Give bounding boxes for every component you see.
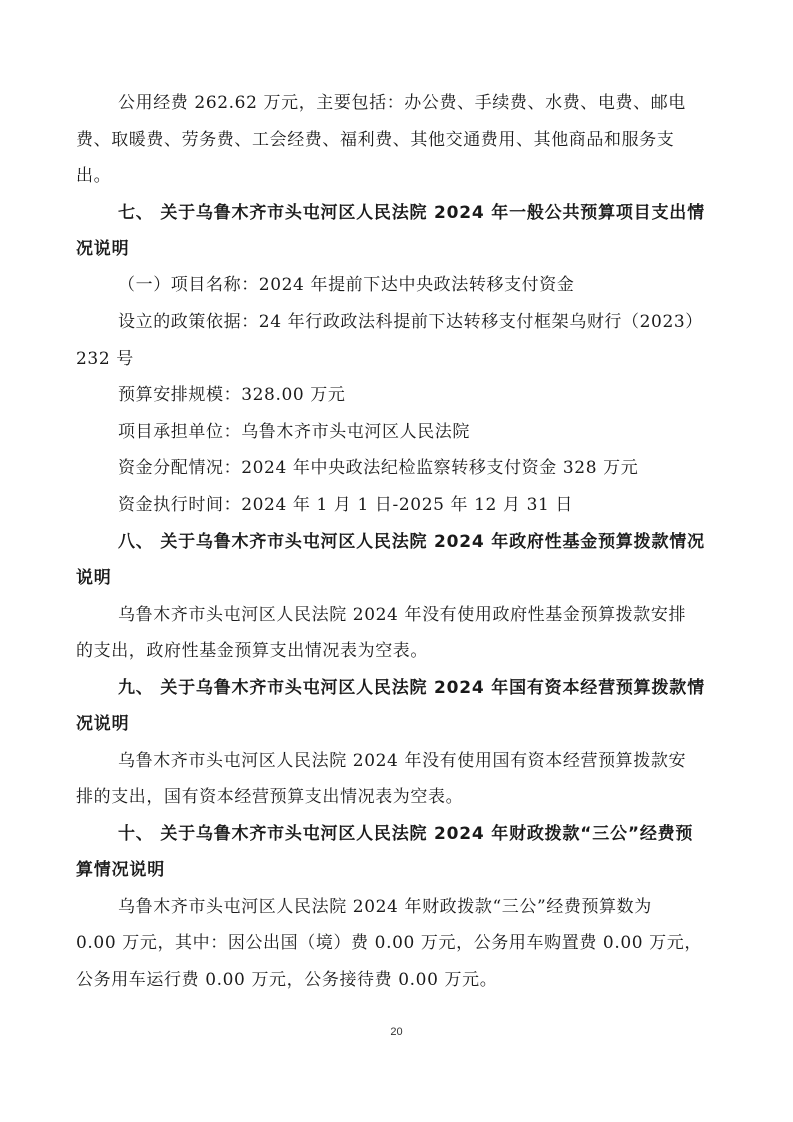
project-undertaker: 项目承担单位：乌鲁木齐市头屯河区人民法院	[118, 422, 470, 442]
section-8-body-line-1: 乌鲁木齐市头屯河区人民法院 2024 年没有使用政府性基金预算拨款安排	[118, 605, 687, 625]
section-10-body-line-1: 乌鲁木齐市头屯河区人民法院 2024 年财政拨款“三公”经费预算数为	[118, 897, 652, 917]
budget-scale: 预算安排规模：328.00 万元	[118, 385, 346, 405]
heading-section-10-line-1: 十、 关于乌鲁木齐市头屯河区人民法院 2024 年财政拨款“三公”经费预	[118, 824, 694, 844]
project-name: （一）项目名称：2024 年提前下达中央政法转移支付资金	[118, 275, 575, 295]
heading-section-7-line-1: 七、 关于乌鲁木齐市头屯河区人民法院 2024 年一般公共预算项目支出情	[118, 203, 705, 223]
section-8-body-line-2: 的支出，政府性基金预算支出情况表为空表。	[76, 641, 428, 661]
heading-section-7-line-2: 况说明	[76, 239, 130, 259]
paragraph-public-funds-line-3: 出。	[76, 166, 112, 186]
heading-section-8-line-2: 说明	[76, 568, 112, 588]
heading-section-10-line-2: 算情况说明	[76, 860, 165, 880]
section-10-body-line-3: 公务用车运行费 0.00 万元，公务接待费 0.00 万元。	[76, 970, 498, 990]
policy-basis-line-2: 232 号	[76, 349, 134, 369]
page-number: 20	[390, 1026, 403, 1038]
paragraph-public-funds-line-1: 公用经费 262.62 万元，主要包括：办公费、手续费、水费、电费、邮电	[118, 93, 686, 113]
heading-section-8-line-1: 八、 关于乌鲁木齐市头屯河区人民法院 2024 年政府性基金预算拨款情况	[118, 532, 705, 552]
section-10-body-line-2: 0.00 万元，其中：因公出国（境）费 0.00 万元，公务用车购置费 0.00 万元，	[76, 933, 702, 953]
policy-basis-line-1: 设立的政策依据：24 年行政政法科提前下达转移支付框架乌财行（2023）	[118, 312, 703, 332]
heading-section-9-line-2: 况说明	[76, 714, 130, 734]
fund-execution-time: 资金执行时间：2024 年 1 月 1 日-2025 年 12 月 31 日	[118, 495, 574, 515]
fund-allocation: 资金分配情况：2024 年中央政法纪检监察转移支付资金 328 万元	[118, 458, 639, 478]
section-9-body-line-2: 排的支出，国有资本经营预算支出情况表为空表。	[76, 787, 464, 807]
heading-section-9-line-1: 九、 关于乌鲁木齐市头屯河区人民法院 2024 年国有资本经营预算拨款情	[118, 678, 705, 698]
section-9-body-line-1: 乌鲁木齐市头屯河区人民法院 2024 年没有使用国有资本经营预算拨款安	[118, 751, 687, 771]
paragraph-public-funds-line-2: 费、取暖费、劳务费、工会经费、福利费、其他交通费用、其他商品和服务支	[76, 130, 675, 150]
